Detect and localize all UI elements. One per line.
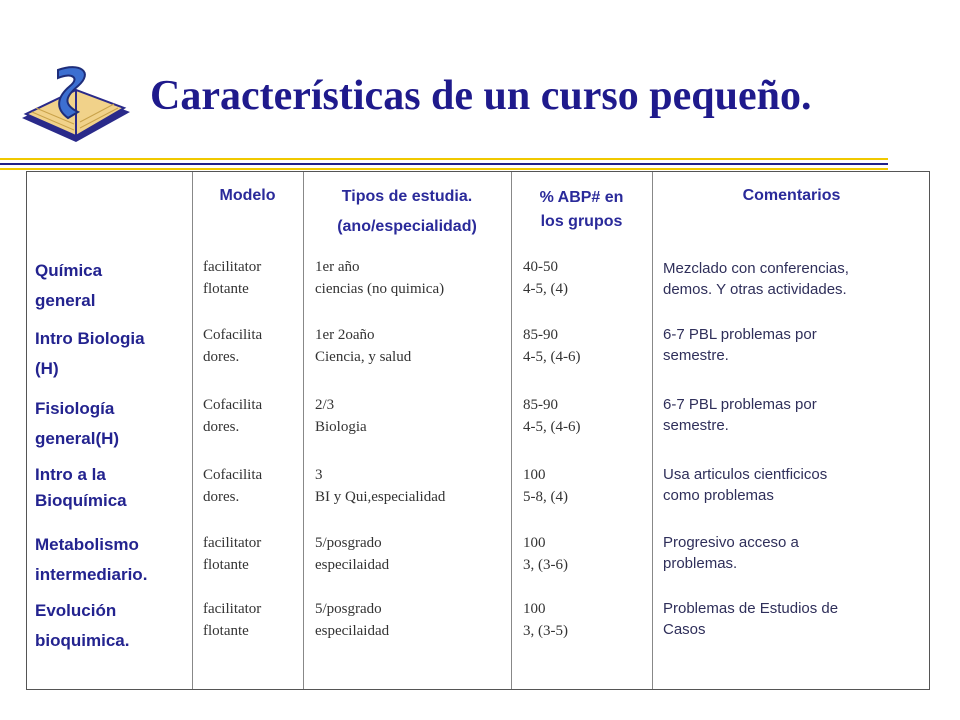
cell-modelo: facilitator flotante [203,601,262,639]
row-label: Metabolismo intermediario. [35,535,148,584]
page-title: Características de un curso pequeño. [150,73,812,119]
cell-tipos: 5/posgrado especilaidad [315,535,390,573]
header-comentarios: Comentarios [742,187,841,204]
header-tipos: Tipos de estudia. (ano/especialidad) [337,188,477,235]
row-label: Evolución bioquimica. [35,601,130,650]
title-divider-blue [0,163,888,165]
cell-abp: 85-90 4-5, (4-6) [523,327,581,365]
row-label: Fisiología general(H) [35,399,120,448]
cell-tipos: 1er año ciencias (no quimica) [315,259,445,297]
cell-modelo: Cofacilita dores. [203,327,263,365]
cell-comentarios: Problemas de Estudios de Casos [663,600,839,638]
column-divider [192,172,193,689]
row-label: Química general [35,261,103,310]
course-table [26,171,930,690]
cell-comentarios: Progresivo acceso a problemas. [663,534,799,572]
cell-comentarios: Mezclado con conferencias, demos. Y otras actividades. [663,260,849,298]
row-label: Intro Biologia (H) [35,329,145,378]
cell-modelo: facilitator flotante [203,259,262,297]
cell-tipos: 3 BI y Qui,especialidad [315,467,446,505]
column-divider [303,172,304,689]
title-divider-gold-top [0,158,888,160]
cell-comentarios: 6-7 PBL problemas por semestre. [663,396,817,434]
cell-abp: 100 3, (3-5) [523,601,568,639]
title-divider-gold-bottom [0,168,888,170]
cell-comentarios: 6-7 PBL problemas por semestre. [663,326,817,364]
cell-modelo: Cofacilita dores. [203,397,263,435]
cell-abp: 100 5-8, (4) [523,467,568,505]
cell-abp: 100 3, (3-6) [523,535,568,573]
cell-modelo: facilitator flotante [203,535,262,573]
row-label: Intro a la Bioquímica [35,465,127,510]
cell-abp: 40-50 4-5, (4) [523,259,568,297]
cell-tipos: 5/posgrado especilaidad [315,601,390,639]
column-divider [511,172,512,689]
header-modelo: Modelo [219,187,276,204]
cell-tipos: 1er 2oaño Ciencia, y salud [315,327,412,365]
cell-comentarios: Usa articulos cientficicos como problemas [663,466,828,504]
header-abp: % ABP# en los grupos [539,189,624,230]
cell-tipos: 2/3 Biologia [315,397,367,435]
cell-modelo: Cofacilita dores. [203,467,263,505]
open-book-logo-icon [18,62,136,152]
cell-abp: 85-90 4-5, (4-6) [523,397,581,435]
column-divider [652,172,653,689]
